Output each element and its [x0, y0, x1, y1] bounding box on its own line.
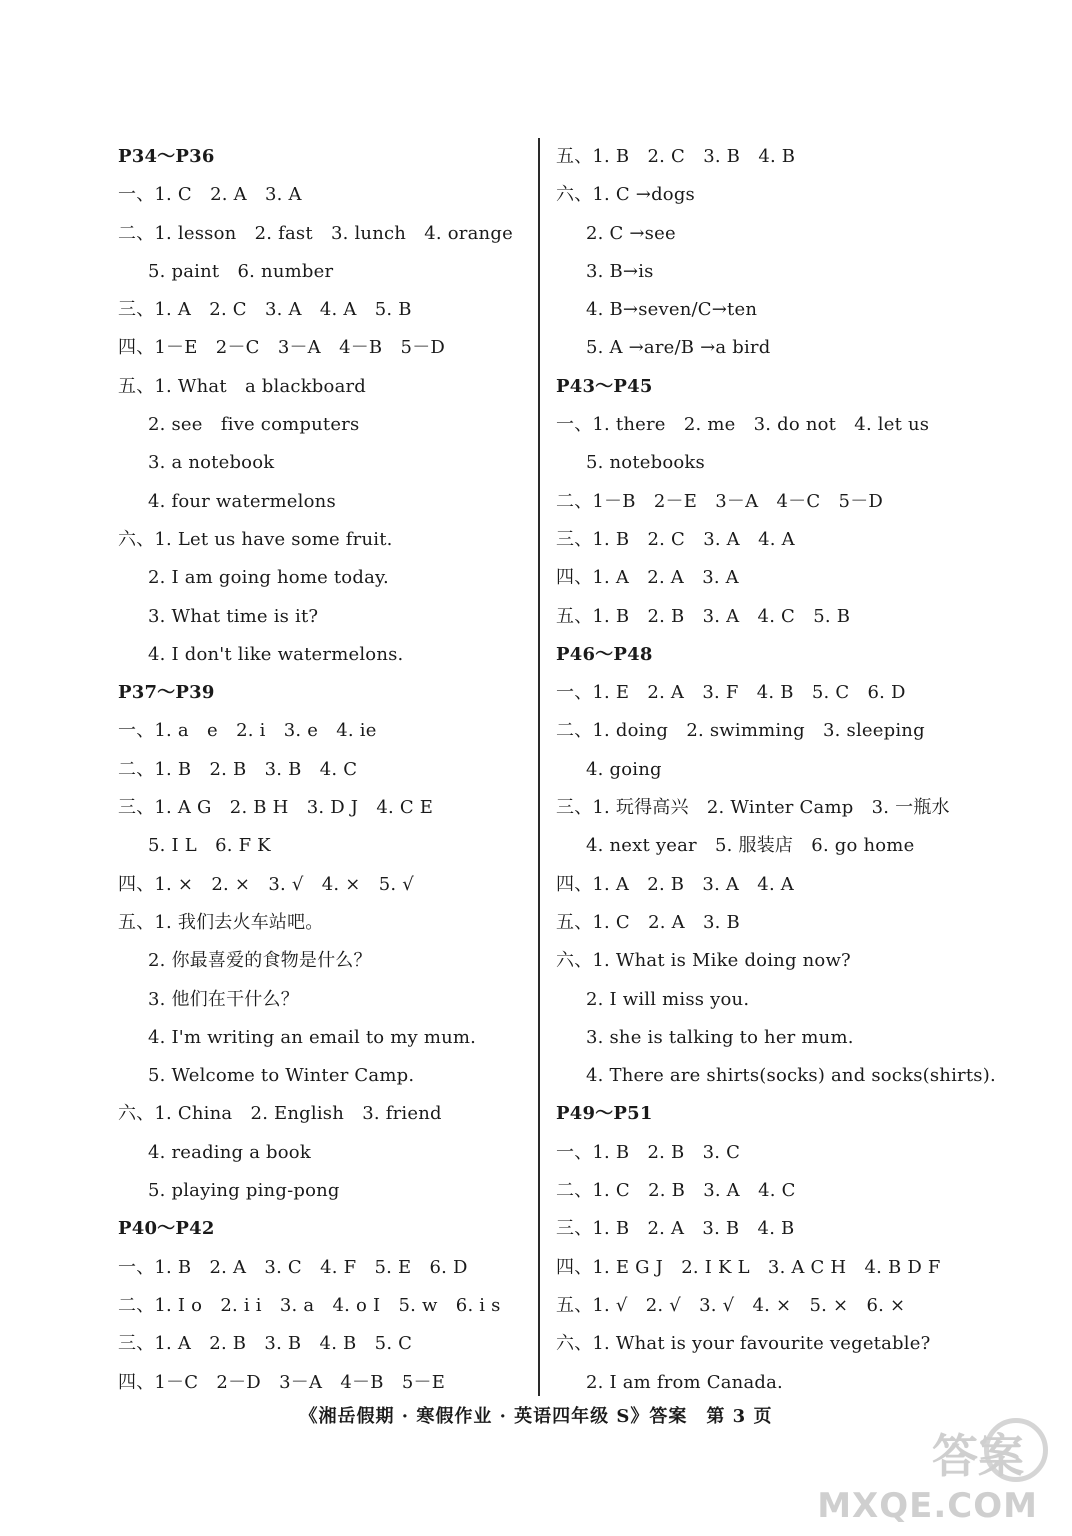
answer-line: 2. see five computers — [148, 414, 360, 436]
watermark-text: 答案 — [932, 1429, 1024, 1483]
answer-line: 5. Welcome to Winter Camp. — [148, 1065, 415, 1087]
answer-line: 4. reading a book — [148, 1141, 311, 1163]
answer-line: 六、1. What is Mike doing now? — [556, 950, 851, 972]
answer-line: 4. I'm writing an email to my mum. — [148, 1026, 477, 1048]
section-heading: P37～P39 — [118, 682, 215, 704]
left-column — [118, 138, 518, 1402]
answer-line: 二、1. C 2. B 3. A 4. C — [556, 1180, 796, 1202]
answer-line: 3. she is talking to her mum. — [586, 1026, 854, 1048]
answer-line: 二、1. I o 2. i i 3. a 4. o I 5. w 6. i s — [118, 1294, 501, 1316]
answer-line: 5. paint 6. number — [148, 260, 334, 282]
answer-line: 五、1. B 2. C 3. B 4. B — [556, 146, 796, 167]
answer-line: 4. four watermelons — [148, 490, 336, 512]
section-heading: P34～P36 — [118, 146, 215, 167]
answer-line: 四、1－E 2－C 3－A 4－B 5－D — [118, 337, 446, 359]
answer-line: 二、1. doing 2. swimming 3. sleeping — [556, 720, 925, 742]
answer-line: 六、1. China 2. English 3. friend — [118, 1103, 442, 1125]
section-heading: P40～P42 — [118, 1218, 215, 1240]
answer-line: 二、1. lesson 2. fast 3. lunch 4. orange — [118, 222, 513, 244]
answer-line: 五、1. 我们去火车站吧。 — [118, 911, 324, 933]
answer-line: 一、1. B 2. B 3. C — [556, 1141, 741, 1163]
answer-line: 五、1. C 2. A 3. B — [556, 911, 740, 933]
answer-line: 二、1－B 2－E 3－A 4－C 5－D — [556, 490, 884, 512]
answer-line: 六、1. Let us have some fruit. — [118, 528, 393, 550]
answer-line: 三、1. B 2. A 3. B 4. B — [556, 1218, 795, 1240]
answer-line: 四、1. A 2. A 3. A — [556, 567, 739, 589]
answer-line: 2. I will miss you. — [586, 988, 750, 1010]
answer-line: 3. a notebook — [148, 452, 275, 474]
answer-line: 四、1－C 2－D 3－A 4－B 5－E — [118, 1371, 446, 1393]
page-footer: 《湘岳假期 · 寒假作业 · 英语四年级 S》答案 第 3 页 — [299, 1406, 773, 1427]
section-heading: P46～P48 — [556, 643, 653, 665]
answer-line: 三、1. A G 2. B H 3. D J 4. C E — [118, 797, 434, 819]
answer-line: 三、1. A 2. C 3. A 4. A 5. B — [118, 299, 412, 321]
answer-line: 4. I don't like watermelons. — [148, 643, 404, 665]
answer-line: 4. next year 5. 服装店 6. go home — [586, 835, 915, 857]
answer-line: 三、1. B 2. C 3. A 4. A — [556, 528, 795, 550]
answer-line: 4. There are shirts(socks) and socks(shirts). — [586, 1065, 996, 1087]
answer-line: 一、1. a e 2. i 3. e 4. ie — [118, 720, 377, 742]
answer-line: 4. going — [586, 758, 662, 780]
answer-line: 三、1. 玩得高兴 2. Winter Camp 3. 一瓶水 — [556, 797, 950, 819]
answer-line: 三、1. A 2. B 3. B 4. B 5. C — [118, 1333, 413, 1355]
answer-line: 5. notebooks — [586, 452, 705, 474]
answer-line: 四、1. A 2. B 3. A 4. A — [556, 873, 795, 895]
answer-line: 一、1. there 2. me 3. do not 4. let us — [556, 414, 930, 436]
watermark-logo — [817, 1410, 1054, 1530]
watermark-url: MXQE.COM — [817, 1486, 1038, 1526]
answer-line: 一、1. E 2. A 3. F 4. B 5. C 6. D — [556, 682, 906, 704]
answer-line: 六、1. What is your favourite vegetable? — [556, 1333, 931, 1355]
answer-line: 一、1. C 2. A 3. A — [118, 184, 302, 206]
answer-line: 3. B→is — [586, 260, 654, 282]
answer-line: 5. playing ping-pong — [148, 1180, 340, 1202]
answer-line: 五、1. What a blackboard — [118, 375, 367, 397]
column-divider — [538, 138, 540, 1396]
answer-line: 5. A →are/B →a bird — [586, 337, 771, 359]
answer-line: 2. C →see — [586, 222, 676, 244]
section-heading: P49～P51 — [556, 1103, 653, 1125]
right-column — [556, 138, 996, 1402]
answer-line: 3. 他们在干什么？ — [148, 988, 299, 1010]
answer-line: 3. What time is it? — [148, 605, 319, 627]
answer-line: 四、1. E G J 2. I K L 3. A C H 4. B D F — [556, 1256, 941, 1278]
section-heading: P43～P45 — [556, 375, 653, 397]
answer-line: 六、1. C →dogs — [556, 184, 695, 206]
answer-line: 2. I am going home today. — [148, 567, 389, 589]
answer-line: 一、1. B 2. A 3. C 4. F 5. E 6. D — [118, 1256, 468, 1278]
answer-line: 2. 你最喜爱的食物是什么？ — [148, 950, 372, 972]
answer-line: 五、1. √ 2. √ 3. √ 4. × 5. × 6. × — [556, 1294, 906, 1316]
answer-line: 2. I am from Canada. — [586, 1371, 783, 1393]
answer-line: 4. B→seven/C→ten — [586, 299, 758, 321]
answer-line: 二、1. B 2. B 3. B 4. C — [118, 758, 358, 780]
answer-line: 四、1. × 2. × 3. √ 4. × 5. √ — [118, 873, 414, 895]
answer-line: 五、1. B 2. B 3. A 4. C 5. B — [556, 605, 851, 627]
answer-line: 5. I L 6. F K — [148, 835, 271, 857]
